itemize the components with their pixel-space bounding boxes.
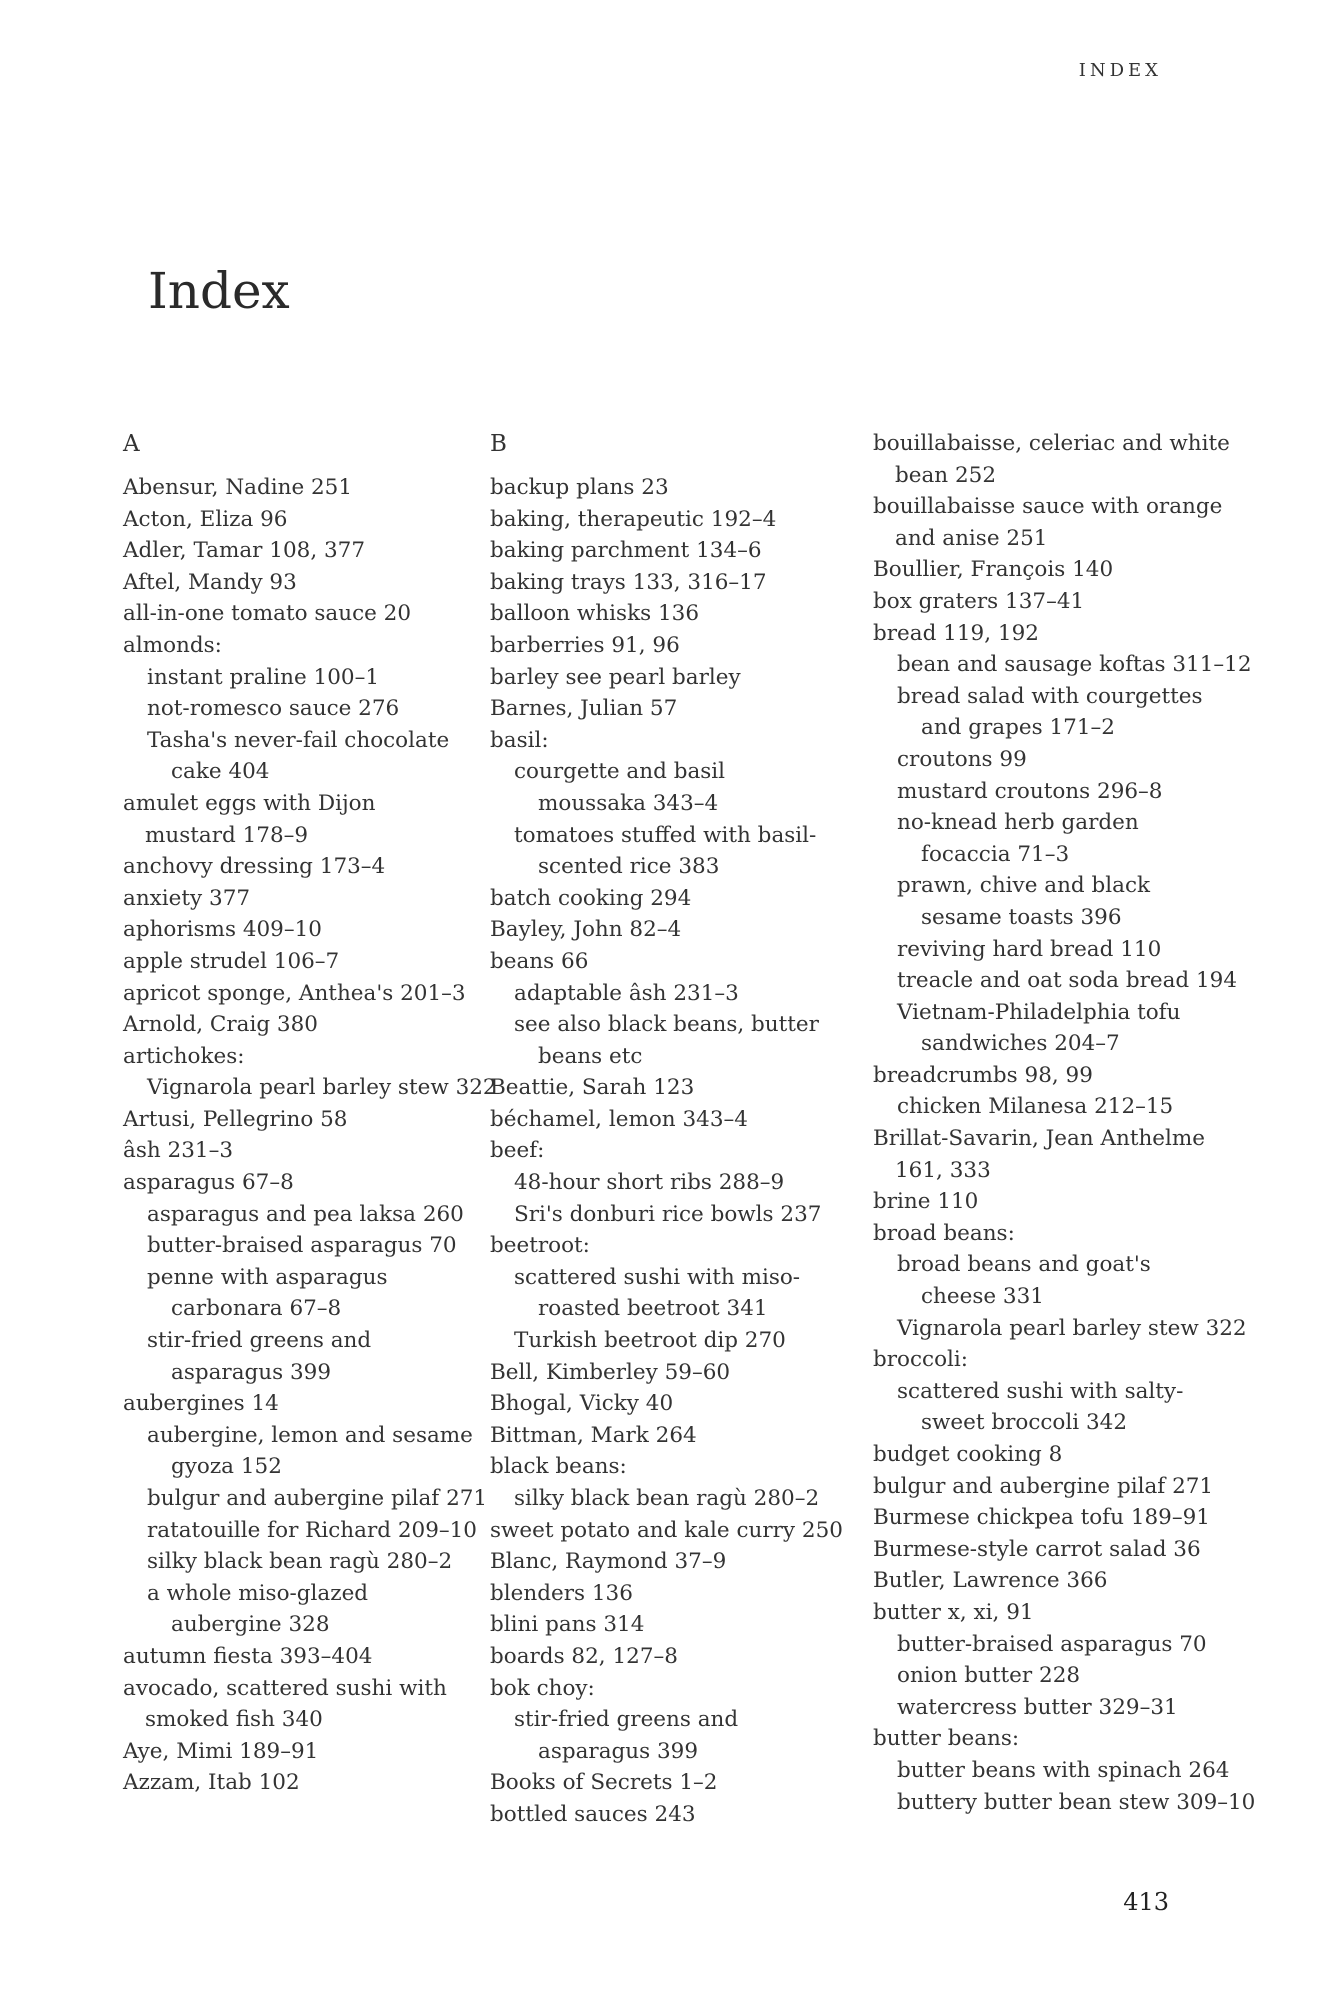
page-title: Index [148, 262, 290, 320]
index-entry: box graters 137–41 [873, 588, 1085, 614]
index-entry: buttery butter bean stew 309–10 [897, 1789, 1256, 1815]
index-entry: balloon whisks 136 [490, 601, 699, 627]
index-entry: croutons 99 [897, 746, 1027, 772]
index-entry: no-knead herb garden [897, 810, 1139, 836]
index-entry: focaccia 71–3 [921, 841, 1070, 867]
index-entry: scattered sushi with miso- [514, 1264, 801, 1290]
index-entry: Acton, Eliza 96 [123, 506, 288, 532]
index-entry: boards 82, 127–8 [490, 1643, 678, 1669]
index-entry: silky black bean ragù 280–2 [514, 1486, 820, 1511]
index-entry: sweet potato and kale curry 250 [490, 1517, 843, 1543]
index-entry: sesame toasts 396 [921, 904, 1122, 930]
index-entry: apricot sponge, Anthea's 201–3 [123, 980, 466, 1006]
index-entry: barberries 91, 96 [490, 632, 680, 658]
index-entry: budget cooking 8 [873, 1442, 1063, 1467]
index-entry: beef: [490, 1138, 545, 1164]
index-entry: gyoza 152 [171, 1454, 282, 1480]
index-entry: Arnold, Craig 380 [123, 1012, 318, 1038]
index-entry: Brillat-Savarin, Jean Anthelme [873, 1126, 1206, 1152]
index-entry: scattered sushi with salty- [897, 1378, 1184, 1404]
index-entry: bean and sausage koftas 311–12 [897, 652, 1252, 678]
index-entry: broccoli: [873, 1347, 969, 1373]
running-head: INDEX [1078, 60, 1162, 81]
index-entry: Abensur, Nadine 251 [123, 475, 353, 500]
index-entry: âsh 231–3 [123, 1138, 233, 1164]
index-entry: Vignarola pearl barley stew 322 [897, 1315, 1247, 1341]
index-column-b-continued [873, 428, 1256, 1818]
index-entry: watercress butter 329–31 [897, 1694, 1178, 1720]
index-entry: butter beans with spinach 264 [897, 1757, 1230, 1783]
index-entry: butter x, xi, 91 [873, 1599, 1034, 1625]
index-entry: and anise 251 [895, 525, 1048, 551]
index-entry: Boullier, François 140 [873, 557, 1114, 583]
index-entry: moussaka 343–4 [538, 790, 719, 816]
index-entry: butter-braised asparagus 70 [897, 1631, 1207, 1657]
index-entry: Bittman, Mark 264 [490, 1422, 697, 1448]
index-entry: basil: [490, 727, 549, 753]
index-entry: butter-braised asparagus 70 [147, 1233, 457, 1259]
index-entry: bread salad with courgettes [897, 683, 1203, 709]
index-entry: broad beans and goat's [897, 1252, 1151, 1278]
index-entry: broad beans: [873, 1220, 1015, 1246]
index-entry: brine 110 [873, 1189, 979, 1215]
index-entry: avocado, scattered sushi with [123, 1675, 447, 1701]
index-entry: Bayley, John 82–4 [490, 917, 682, 943]
index-entry: carbonara 67–8 [171, 1296, 342, 1322]
section-letter: B [490, 431, 507, 457]
index-entry: baking parchment 134–6 [490, 538, 762, 564]
index-entry: stir-fried greens and [514, 1707, 739, 1733]
index-entry: Burmese chickpea tofu 189–91 [873, 1505, 1210, 1531]
index-entry: onion butter 228 [897, 1663, 1081, 1689]
index-entry: blini pans 314 [490, 1612, 645, 1638]
index-entry: aphorisms 409–10 [123, 917, 322, 943]
index-entry: baking trays 133, 316–17 [490, 569, 767, 595]
index-entry: autumn fiesta 393–404 [123, 1643, 373, 1669]
index-entry: all-in-one tomato sauce 20 [123, 601, 412, 627]
index-entry: cake 404 [171, 759, 270, 785]
index-entry: Sri's donburi rice bowls 237 [514, 1201, 822, 1227]
index-entry: bok choy: [490, 1675, 595, 1701]
index-entry: Books of Secrets 1–2 [490, 1770, 718, 1796]
index-entry: Blanc, Raymond 37–9 [490, 1549, 727, 1575]
index-entry: bouillabaisse sauce with orange [873, 494, 1223, 520]
index-entry: black beans: [490, 1454, 627, 1480]
index-entry: beans etc [538, 1043, 643, 1069]
index-entry: prawn, chive and black [897, 873, 1151, 899]
index-entry: penne with asparagus [147, 1264, 388, 1290]
index-entry: backup plans 23 [490, 475, 669, 500]
index-entry: beetroot: [490, 1233, 590, 1259]
index-entry: anchovy dressing 173–4 [123, 854, 386, 880]
index-entry: instant praline 100–1 [147, 664, 380, 690]
index-entry: barley see pearl barley [490, 664, 741, 690]
section-letter: A [123, 431, 140, 457]
index-entry: bouillabaisse, celeriac and white [873, 431, 1230, 456]
index-entry: Vietnam-Philadelphia tofu [897, 999, 1181, 1025]
index-entry: apple strudel 106–7 [123, 948, 340, 974]
index-entry: stir-fried greens and [147, 1328, 372, 1354]
index-entry: chicken Milanesa 212–15 [897, 1094, 1174, 1120]
index-entry: breadcrumbs 98, 99 [873, 1062, 1093, 1088]
index-entry: not-romesco sauce 276 [147, 696, 400, 722]
index-entry: sandwiches 204–7 [921, 1031, 1120, 1057]
index-entry: Artusi, Pellegrino 58 [123, 1106, 348, 1132]
index-entry: silky black bean ragù 280–2 [147, 1549, 453, 1575]
index-entry: asparagus 67–8 [123, 1170, 294, 1196]
index-entry: bulgur and aubergine pilaf 271 [873, 1473, 1214, 1499]
index-entry: bottled sauces 243 [490, 1801, 696, 1827]
index-entry: artichokes: [123, 1043, 245, 1069]
index-entry: mustard croutons 296–8 [897, 778, 1163, 804]
index-entry: batch cooking 294 [490, 885, 692, 911]
index-entry: aubergine 328 [171, 1612, 330, 1638]
index-entry: 48-hour short ribs 288–9 [514, 1170, 785, 1196]
index-entry: roasted beetroot 341 [538, 1296, 768, 1322]
index-entry: bread 119, 192 [873, 620, 1039, 646]
index-entry: amulet eggs with Dijon [123, 790, 376, 816]
index-entry: butter beans: [873, 1726, 1020, 1752]
index-entry: ratatouille for Richard 209–10 [147, 1517, 477, 1543]
index-entry: Bell, Kimberley 59–60 [490, 1359, 731, 1385]
index-entry: a whole miso-glazed [147, 1580, 369, 1606]
page-number: 413 [1123, 1888, 1169, 1916]
index-entry: see also black beans, butter [514, 1012, 819, 1038]
index-entry: asparagus 399 [538, 1738, 699, 1764]
index-entry: Azzam, Itab 102 [123, 1770, 300, 1796]
index-entry: Burmese-style carrot salad 36 [873, 1536, 1201, 1562]
index-entry: bean 252 [895, 462, 997, 488]
index-entry: asparagus 399 [171, 1359, 332, 1385]
index-entry: almonds: [123, 632, 222, 658]
index-entry: béchamel, lemon 343–4 [490, 1106, 748, 1132]
index-entry: aubergines 14 [123, 1391, 279, 1417]
index-entry: Aye, Mimi 189–91 [123, 1738, 319, 1764]
index-entry: blenders 136 [490, 1580, 633, 1606]
index-entry: tomatoes stuffed with basil- [514, 822, 817, 848]
index-entry: cheese 331 [921, 1284, 1044, 1310]
index-entry: Tasha's never-fail chocolate [147, 727, 450, 753]
index-entry: beans 66 [490, 948, 589, 974]
index-entry: baking, therapeutic 192–4 [490, 506, 777, 532]
index-entry: bulgur and aubergine pilaf 271 [147, 1486, 488, 1511]
index-entry: aubergine, lemon and sesame [147, 1422, 473, 1448]
index-entry: Adler, Tamar 108, 377 [123, 538, 366, 564]
index-entry: anxiety 377 [123, 885, 251, 911]
index-entry: and grapes 171–2 [921, 715, 1115, 741]
index-entry: Bhogal, Vicky 40 [490, 1391, 674, 1417]
index-entry: courgette and basil [514, 759, 726, 785]
index-column-b [490, 428, 850, 1831]
index-entry: sweet broccoli 342 [921, 1410, 1127, 1436]
index-entry: reviving hard bread 110 [897, 936, 1162, 962]
index-entry: mustard 178–9 [145, 822, 309, 848]
index-entry: Beattie, Sarah 123 [490, 1075, 695, 1101]
index-entry: scented rice 383 [538, 854, 720, 880]
index-entry: Butler, Lawrence 366 [873, 1568, 1108, 1594]
index-entry: 161, 333 [895, 1157, 991, 1183]
index-entry: Barnes, Julian 57 [490, 696, 678, 722]
index-entry: adaptable âsh 231–3 [514, 980, 739, 1006]
index-entry: Aftel, Mandy 93 [123, 569, 297, 595]
index-entry: Vignarola pearl barley stew 322 [147, 1075, 497, 1101]
index-entry: Turkish beetroot dip 270 [514, 1328, 786, 1354]
index-column-a [123, 428, 497, 1799]
index-entry: asparagus and pea laksa 260 [147, 1201, 464, 1227]
index-entry: smoked fish 340 [145, 1707, 323, 1733]
index-entry: treacle and oat soda bread 194 [897, 968, 1238, 994]
